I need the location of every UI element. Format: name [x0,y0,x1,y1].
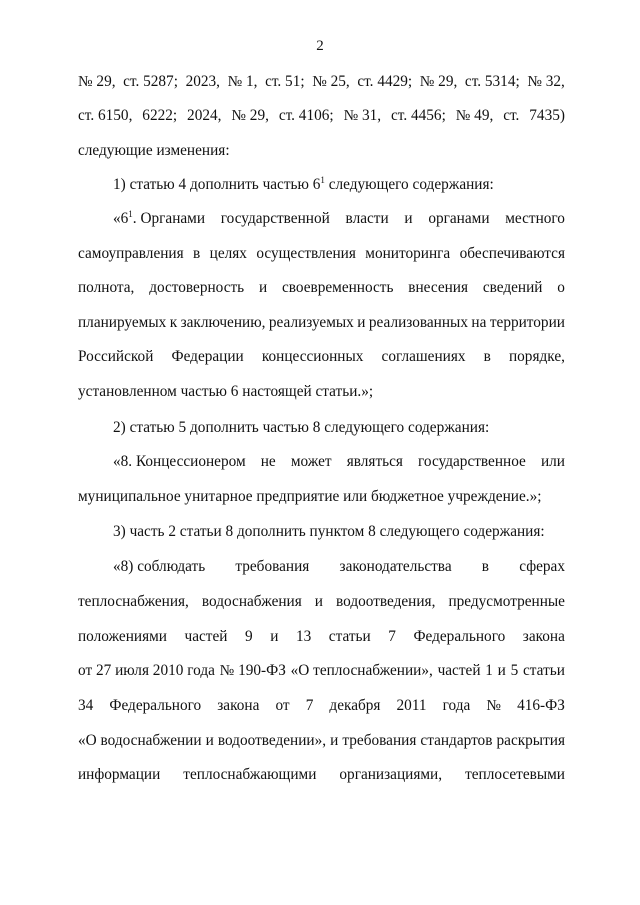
word: 6222; [142,107,178,124]
word: и [258,279,268,296]
word: ст. [503,107,520,124]
word [113,209,205,229]
word: водоотведении», [217,732,327,749]
word: статьи [328,628,371,645]
word: ст. 4456; [391,107,446,124]
word: Федерального [109,697,202,714]
word: ст. 4106; [278,107,334,124]
word: «8. Концессионером [113,453,246,470]
word: сведений [482,279,543,296]
word: года [442,697,471,714]
word: информации [78,766,161,783]
word: достоверность [149,279,245,296]
word: 416-ФЗ [517,697,565,714]
word: декабря [329,697,381,714]
word: и [270,628,279,645]
word: местного [505,210,565,227]
word: в [483,348,491,365]
word: может [290,453,332,470]
word: требования [235,558,310,575]
word: порядке, [508,348,565,365]
text-line: установленном частью 6 настоящей статьи.»; [78,383,374,400]
word: законодательства [339,558,452,575]
word: 2011 [396,697,427,714]
word: ст. 5287; [123,73,178,90]
word: № 25, [312,73,350,90]
word: внесения [408,279,469,296]
word-end: . Органами [132,210,206,227]
text-line [78,72,565,92]
superscript: 1 [320,175,325,185]
word: полнота, [78,279,135,296]
word: теплоснабжающими [183,766,317,783]
text-line [113,557,565,577]
word: являться [346,453,403,470]
paragraph-item-1 [113,175,494,195]
text-line [78,313,565,333]
word: 7 [388,628,396,645]
word: и [205,732,214,749]
word: закона [217,697,260,714]
word: водоотведения, [336,593,436,610]
word: ст. 4429; [357,73,413,90]
word: ст. 6150, [78,107,133,124]
word: самоуправления [78,245,184,262]
word: № 31, [343,107,382,124]
word: к [169,314,178,331]
word: государственной [220,210,330,227]
word: № 29, [419,73,458,90]
word: государственное [418,453,526,470]
word: власти [345,210,389,227]
text-line: следующие изменения: [78,142,230,159]
word: или [540,453,565,470]
word: № 29, [231,107,269,124]
word: № 190-ФЗ [219,662,286,679]
word: о [557,279,565,296]
word: № 1, [227,73,258,90]
word: заключению, [180,314,266,331]
word: и [330,732,339,749]
word: 34 [78,697,94,714]
word: частей [437,662,481,679]
text-line [113,452,565,472]
word: статьи [523,662,565,679]
superscript: 1 [128,209,133,219]
word: теплосетевыми [465,766,565,783]
word: сферах [519,558,565,575]
word: планируемых [78,314,167,331]
word: мониторинга [365,245,451,262]
word-start: «6 [113,210,129,227]
word: ст. 51; [265,73,305,90]
text-line [78,278,565,298]
text-line [78,592,565,612]
word: организациями, [339,766,443,783]
word: 1 [485,662,493,679]
word: водоснабжения [201,593,302,610]
text-line [78,106,565,126]
text-line [78,244,565,264]
text-line [113,209,565,229]
word: требования [342,732,417,749]
word: реализованных [368,314,468,331]
word: реализуемых [268,314,354,331]
word: соглашениях [381,348,466,365]
text-line [78,696,565,716]
word: органами [428,210,490,227]
paragraph-item-3: 3) часть 2 статьи 8 дополнить пунктом 8 следующего содержания: [113,523,545,540]
word: теплоснабжения, [78,593,189,610]
word: Федерации [171,348,244,365]
word: осуществления [256,245,356,262]
text-line [78,627,565,647]
word: раскрытия [496,732,565,749]
item-text: 1) статью 4 дополнить частью 6 [113,176,321,193]
page-number: 2 [316,38,324,54]
paragraph-item-2: 2) статью 5 дополнить частью 8 следующего содержания: [113,419,490,436]
word: положениями [78,628,167,645]
word: обеспечиваются [459,245,565,262]
word: 5 [510,662,519,679]
word: предусмотренные [448,593,565,610]
word: № 32, [527,73,565,90]
word: «О водоснабжении [78,732,202,749]
word: 13 [295,628,312,645]
word: № 49, [455,107,494,124]
word: Федерального [413,628,506,645]
word: стандартов [420,732,493,749]
word: на [471,314,487,331]
word: концессионных [261,348,364,365]
word: и [314,593,323,610]
text-line [78,731,565,751]
word: целях [209,245,247,262]
text-line [78,765,565,785]
word: «О теплоснабжении», [290,662,433,679]
word: № [486,697,502,714]
word: «8) соблюдать [113,558,206,575]
word: 2024, [187,107,222,124]
text-line: муниципальное унитарное предприятие или бюджетное учреждение.»; [78,488,542,505]
word: и [404,210,413,227]
word: 9 [245,628,253,645]
item-text-tail: следующего содержания: [324,176,494,193]
word: от [275,697,290,714]
word: 7435) [529,107,565,124]
word: закона [522,628,565,645]
word: в [193,245,201,262]
text-line [78,347,565,367]
word: № 29, [78,73,116,90]
word: в [481,558,490,575]
word: 7 [305,697,314,714]
word: и [497,662,506,679]
text-line [78,661,565,681]
word: частей [184,628,228,645]
word: от 27 июля 2010 года [78,662,215,679]
word: не [260,453,276,470]
word: территории [489,314,565,331]
word: ст. 5314; [464,73,520,90]
word: Российской [78,348,154,365]
word: своевременность [281,279,394,296]
word: 2023, [185,73,220,90]
word: и [357,314,366,331]
